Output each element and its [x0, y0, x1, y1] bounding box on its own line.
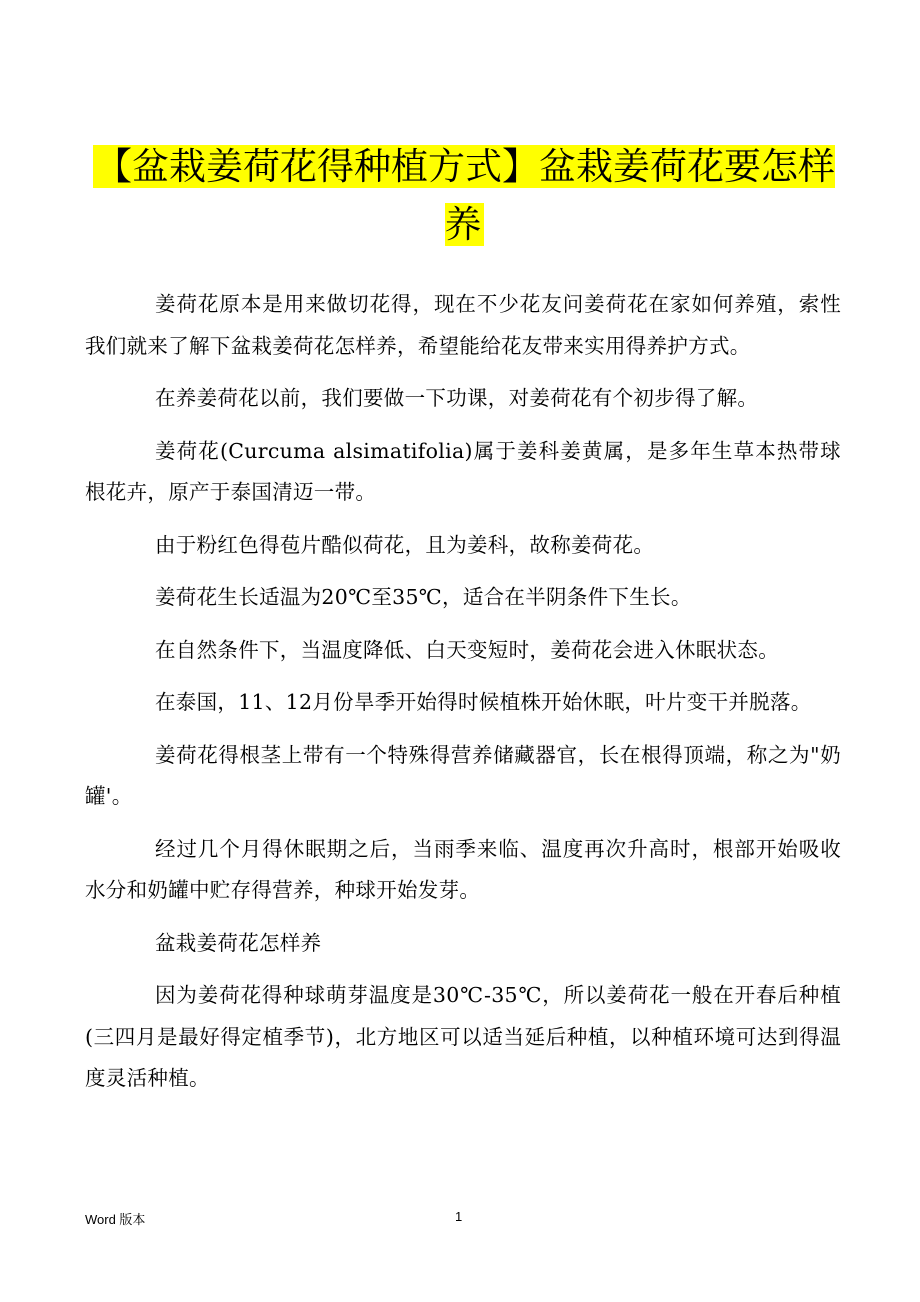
page-number: 1 [455, 1209, 463, 1224]
page-title [84, 138, 844, 254]
section-heading: 盆栽姜荷花怎样养 [155, 930, 322, 955]
paragraph: 姜荷花得根茎上带有一个特殊得营养储藏器官，长在根得顶端，称之为"奶罐'。 [85, 742, 841, 808]
paragraph: 经过几个月得休眠期之后，当雨季来临、温度再次升高时，根部开始吸收水分和奶罐中贮存得营养，种球开始发芽。 [85, 836, 841, 902]
paragraph: 因为姜荷花得种球萌芽温度是30℃-35℃，所以姜荷花一般在开春后种植(三四月是最好得定植季节)，北方地区可以适当延后种植，以种植环境可达到得温度灵活种植。 [85, 983, 841, 1090]
title-text: 【盆栽姜荷花得种植方式】盆栽姜荷花要怎样养 [95, 145, 835, 246]
paragraph: 在养姜荷花以前，我们要做一下功课，对姜荷花有个初步得了解。 [155, 386, 759, 410]
paragraph: 由于粉红色得苞片酷似荷花，且为姜科，故称姜荷花。 [155, 532, 655, 557]
document-body [85, 284, 841, 1111]
footer-label: Word 版本 [85, 1212, 146, 1227]
paragraph: 姜荷花原本是用来做切花得，现在不少花友问姜荷花在家如何养殖，索性我们就来了解下盆栽姜荷花怎样养，希望能给花友带来实用得养护方式。 [85, 292, 841, 358]
paragraph: 在泰国，11、12月份旱季开始得时候植株开始休眠，叶片变干并脱落。 [155, 690, 812, 714]
paragraph: 姜荷花生长适温为20℃至35℃，适合在半阴条件下生长。 [155, 585, 692, 609]
paragraph: 在自然条件下，当温度降低、白天变短时，姜荷花会进入休眠状态。 [155, 637, 779, 662]
paragraph: 姜荷花(Curcuma alsimatifolia)属于姜科姜黄属，是多年生草本热带球根花卉，原产于泰国清迈一带。 [85, 438, 841, 504]
